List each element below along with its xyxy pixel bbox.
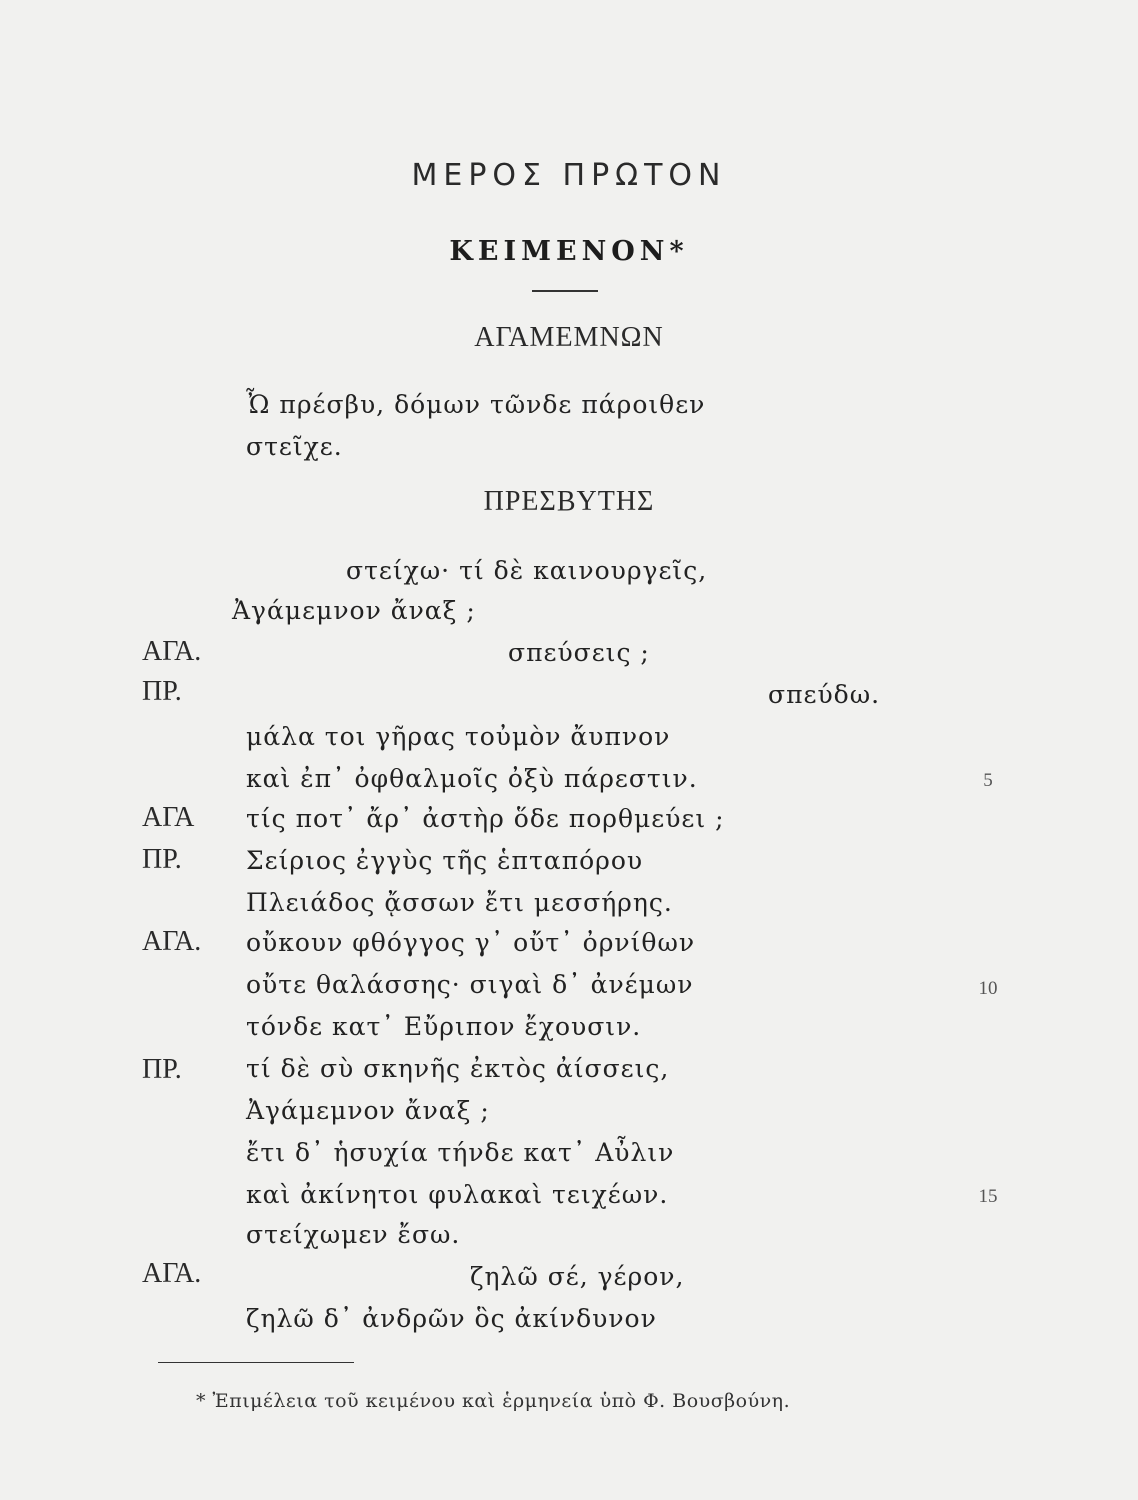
verse-line: σπεύσεις ;: [508, 638, 650, 667]
verse-line: ζηλῶ σέ, γέρον,: [470, 1262, 685, 1291]
verse-line: Σείριος ἐγγὺς τῆς ἑπταπόρου: [246, 846, 644, 875]
title-divider: [532, 290, 598, 292]
text-title: ΚΕΙΜΕΝΟΝ*: [449, 236, 689, 267]
verse-line: καὶ ἐπ᾽ ὀφθαλμοῖς ὀξὺ πάρεστιν.: [246, 764, 698, 793]
verse-line: καὶ ἀκίνητοι φυλακαὶ τειχέων.: [246, 1180, 669, 1209]
verse-line: στεῖχε.: [246, 432, 343, 461]
speaker-label: ΠΡ.: [142, 1054, 182, 1085]
line-number: 15: [978, 1186, 998, 1207]
part-title: ΜΕΡΟΣ ΠΡΩΤΟΝ: [411, 158, 727, 193]
speaker-label: ΑΓΑ.: [142, 1258, 202, 1289]
speaker-label: ΠΡ.: [142, 844, 182, 875]
speaker-heading-agamemnon: ΑΓΑΜΕΜΝΩΝ: [474, 322, 664, 353]
speaker-label: ΑΓΑ: [142, 802, 195, 833]
verse-line: οὔτε θαλάσσης· σιγαὶ δ᾽ ἀνέμων: [246, 970, 694, 999]
footnote: * Ἐπιμέλεια τοῦ κειμένου καὶ ἑρμηνεία ὑπὸ Φ. Βουσβούνη.: [196, 1390, 791, 1412]
verse-line: μάλα τοι γῆρας τοὐμὸν ἄυπνον: [246, 722, 671, 751]
verse-line: σπεύδω.: [768, 680, 881, 709]
verse-line: τίς ποτ᾽ ἄρ᾽ ἀστὴρ ὅδε πορθμεύει ;: [246, 804, 725, 833]
verse-line: ζηλῶ δ᾽ ἀνδρῶν ὃς ἀκίνδυνον: [246, 1304, 657, 1333]
verse-line: στείχω· τί δὲ καινουργεῖς,: [346, 556, 708, 585]
verse-line: στείχωμεν ἔσω.: [246, 1220, 461, 1249]
speaker-label: ΑΓΑ.: [142, 926, 202, 957]
speaker-label: ΑΓΑ.: [142, 636, 202, 667]
footnote-divider: [158, 1362, 354, 1363]
verse-line: ἔτι δ᾽ ἡσυχία τήνδε κατ᾽ Αὖλιν: [246, 1138, 675, 1167]
verse-line: Ἀγάμεμνον ἄναξ ;: [246, 1096, 490, 1125]
line-number: 5: [983, 770, 993, 791]
speaker-heading-presbytes: ΠΡΕΣΒΥΤΗΣ: [483, 486, 655, 517]
verse-line: τόνδε κατ᾽ Εὔριπον ἔχουσιν.: [246, 1012, 642, 1041]
verse-line: Ἀγάμεμνον ἄναξ ;: [232, 596, 476, 625]
line-number: 10: [978, 978, 998, 999]
verse-line: οὔκουν φθόγγος γ᾽ οὔτ᾽ ὀρνίθων: [246, 928, 696, 957]
verse-line: Πλειάδος ᾄσσων ἔτι μεσσήρης.: [246, 888, 673, 917]
speaker-label: ΠΡ.: [142, 676, 182, 707]
verse-line: τί δὲ σὺ σκηνῆς ἐκτὸς ἀίσσεις,: [246, 1054, 670, 1083]
verse-line: Ὦ πρέσβυ, δόμων τῶνδε πάροιθεν: [246, 390, 706, 419]
